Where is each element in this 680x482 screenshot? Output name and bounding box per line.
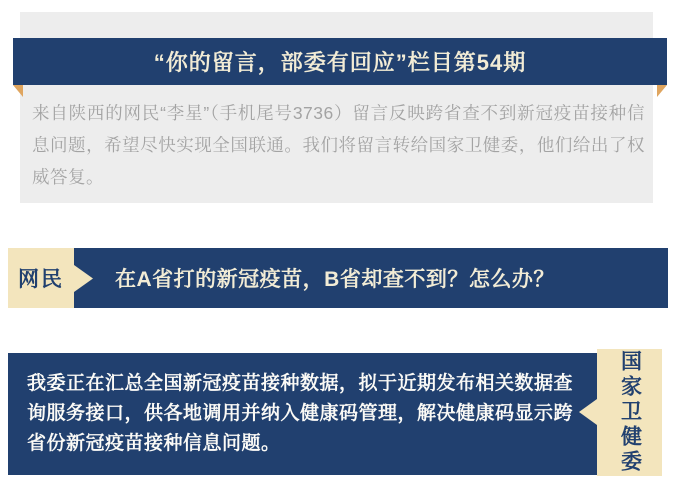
answer-box	[8, 353, 597, 475]
intro-paragraph: 来自陕西的网民“李星”（手机尾号3736）留言反映跨省查不到新冠疫苗接种信息问题，希望尽快实现全国联通。我们将留言转给国家卫健委，他们给出了权威答复。	[32, 103, 645, 187]
banner-ribbon	[13, 38, 667, 85]
banner-title: “你的留言，部委有回应”栏目第54期	[153, 50, 527, 75]
answer-text: 我委正在汇总全国新冠疫苗接种数据，拟于近期发布相关数据查询服务接口，供各地调用并纳入健康码管理，解决健康码显示跨省份新冠疫苗接种信息问题。	[27, 373, 574, 454]
question-bar	[74, 248, 668, 308]
question-text: 在A省打的新冠疫苗，B省却查不到？怎么办？	[115, 268, 555, 291]
ribbon-fold-left	[13, 85, 23, 97]
question-speaker-text: 网民	[18, 268, 64, 291]
answer-speaker-tag	[597, 349, 662, 476]
ribbon-fold-right	[657, 85, 667, 97]
question-speaker-label	[8, 248, 74, 308]
answer-speaker-text: 国家卫健委	[618, 350, 642, 475]
